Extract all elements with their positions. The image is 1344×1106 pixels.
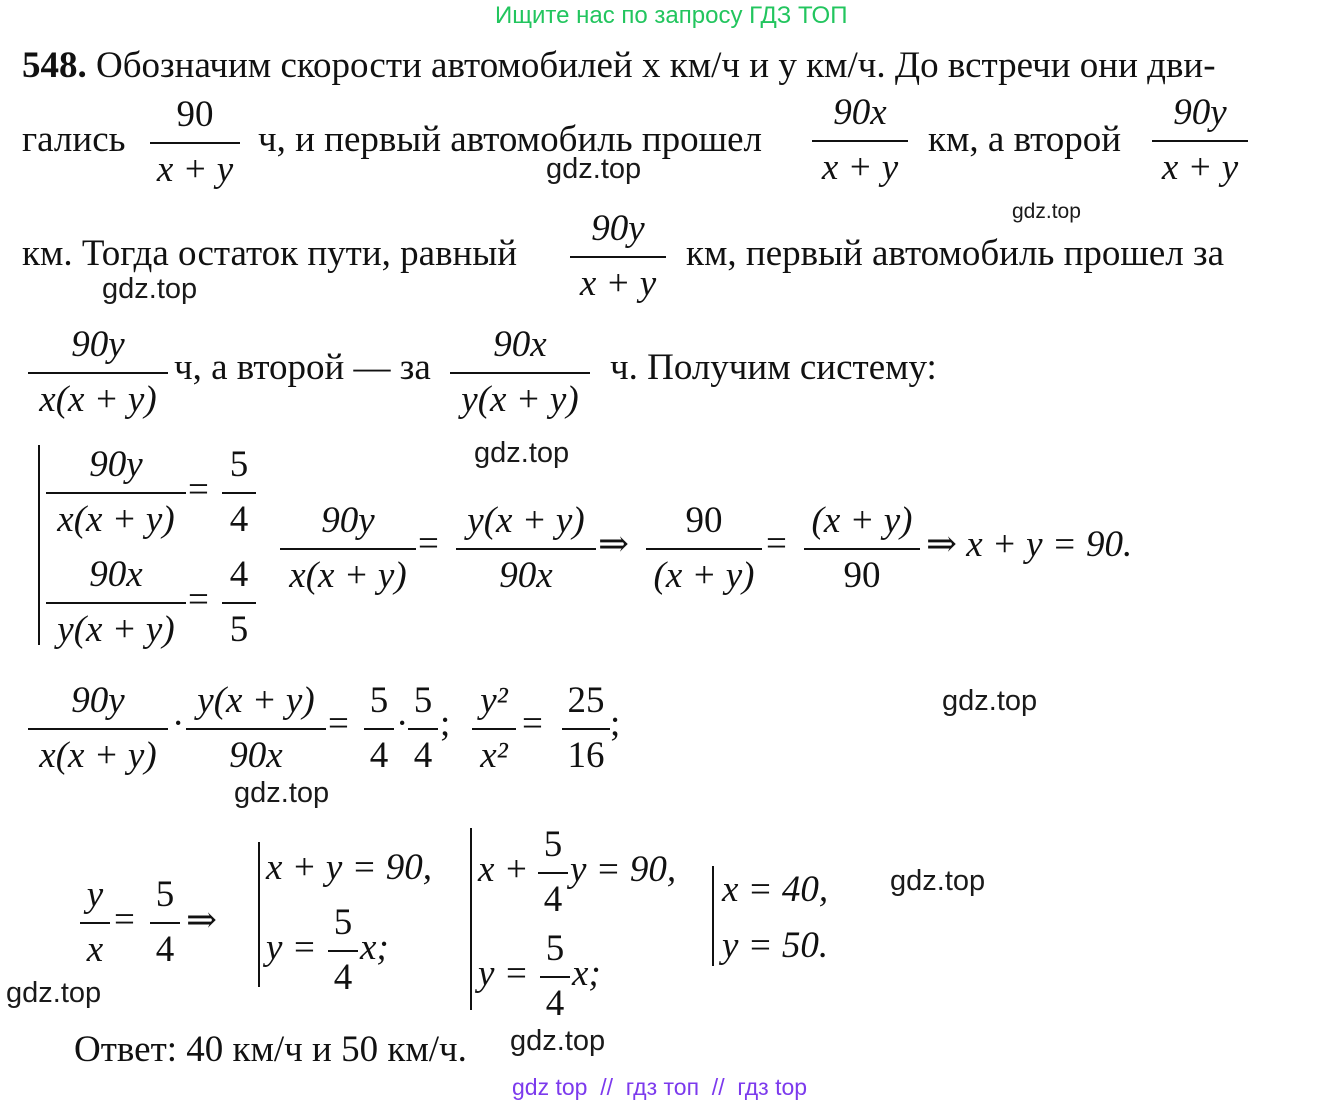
ratio-5-4: 5 4 — [150, 876, 180, 968]
sys3-eq2-right: x; — [572, 953, 601, 994]
watermark: gdz.top — [474, 437, 570, 469]
prod-eq: = — [328, 703, 349, 744]
sys2-eq2-left: y = — [266, 927, 317, 968]
sys4-y50: y = 50. — [722, 925, 829, 966]
line3-text-a: км. Тогда остаток пути, равный — [22, 233, 518, 274]
header-search-link[interactable]: Ищите нас по запросу ГДЗ ТОП — [495, 2, 848, 29]
div-90-over-pxy: 90 (x + y) — [646, 502, 762, 594]
sys3-eq1-frac: 5 4 — [538, 826, 568, 918]
watermark: gdz.top — [510, 1025, 606, 1057]
div-result: ⇒ x + y = 90. — [926, 524, 1133, 565]
line2-text-a: гались — [22, 119, 126, 160]
prod-dot1: · — [172, 703, 185, 744]
sys3-eq1-right: y = 90, — [570, 849, 677, 890]
line2-text-c: км, а второй — [928, 119, 1122, 160]
footer-links[interactable]: gdz top // гдз топ // гдз top — [512, 1074, 808, 1100]
prod-5-4-a: 5 4 — [364, 682, 394, 774]
fraction-90-over-xy: 90 x + y — [150, 96, 240, 188]
sys4-x40: x = 40, — [722, 869, 829, 910]
prod-eq2: = — [522, 703, 543, 744]
prod-y2-x2: y² x² — [472, 682, 516, 774]
sys3-eq2-left: y = — [478, 953, 529, 994]
sys2-eq1: x + y = 90, — [266, 847, 433, 888]
problem-number: 548. — [22, 45, 87, 86]
div-eq2: = — [766, 523, 787, 564]
sys1-eq1-equals: = — [188, 469, 209, 510]
problem-line-1 — [22, 44, 1216, 87]
fraction-90y-over-xy: 90y x + y — [1152, 94, 1248, 186]
prod-dot2: · — [396, 703, 409, 744]
sys1-eq2-equals: = — [188, 579, 209, 620]
ratio-eq: = — [114, 899, 135, 940]
line3-text-b: км, первый автомобиль прошел за — [686, 233, 1225, 274]
div-lhs: 90y x(x + y) — [280, 502, 416, 594]
div-implies1: ⇒ — [598, 524, 630, 565]
fraction-90y-over-xy-2: 90y x + y — [570, 210, 666, 302]
div-mid: y(x + y) 90x — [456, 502, 596, 594]
line2-text-b: ч, и первый автомобиль прошел — [258, 119, 763, 160]
div-eq1: = — [418, 523, 439, 564]
watermark: gdz.top — [942, 685, 1038, 717]
system2-brace — [258, 842, 260, 987]
prod-mid: y(x + y) 90x — [186, 682, 326, 774]
fraction-90x-over-xy: 90x x + y — [812, 94, 908, 186]
problem-text-line1: Обозначим скорости автомобилей x км/ч и y км/ч. До встречи они дви- — [96, 45, 1216, 86]
line4-text-a: ч, а второй — за — [174, 347, 431, 388]
sys1-eq1-lhs: 90y x(x + y) — [46, 446, 186, 538]
fraction-90y-over-xxy: 90y x(x + y) — [28, 326, 168, 418]
div-pxy-over-90: (x + y) 90 — [804, 502, 920, 594]
system4-brace — [712, 866, 714, 966]
sys1-eq2-lhs: 90x y(x + y) — [46, 556, 186, 648]
sys3-eq1-left: x + — [478, 849, 529, 890]
sys1-eq1-rhs: 5 4 — [222, 446, 256, 538]
prod-semi2: ; — [610, 703, 621, 744]
watermark: gdz.top — [1012, 200, 1081, 223]
system1-brace — [38, 445, 40, 645]
sys2-eq2-frac: 5 4 — [328, 904, 358, 996]
system3-brace — [470, 828, 472, 1010]
prod-lhs: 90y x(x + y) — [28, 682, 168, 774]
prod-25-16: 25 16 — [562, 682, 610, 774]
ratio-y-x: y x — [80, 876, 110, 968]
line4-text-b: ч. Получим систему: — [610, 347, 937, 388]
watermark: gdz.top — [6, 977, 102, 1009]
answer-text: Ответ: 40 км/ч и 50 км/ч. — [74, 1029, 467, 1070]
watermark: gdz.top — [234, 777, 330, 809]
sys2-eq2-right: x; — [360, 927, 389, 968]
sys3-eq2-frac: 5 4 — [540, 930, 570, 1022]
fraction-90x-over-yxy: 90x y(x + y) — [450, 326, 590, 418]
prod-5-4-b: 5 4 — [408, 682, 438, 774]
ratio-implies: ⇒ — [186, 900, 218, 941]
watermark: gdz.top — [102, 273, 198, 305]
prod-semi1: ; — [440, 703, 451, 744]
watermark: gdz.top — [890, 865, 986, 897]
watermark: gdz.top — [546, 153, 642, 185]
sys1-eq2-rhs: 4 5 — [222, 556, 256, 648]
